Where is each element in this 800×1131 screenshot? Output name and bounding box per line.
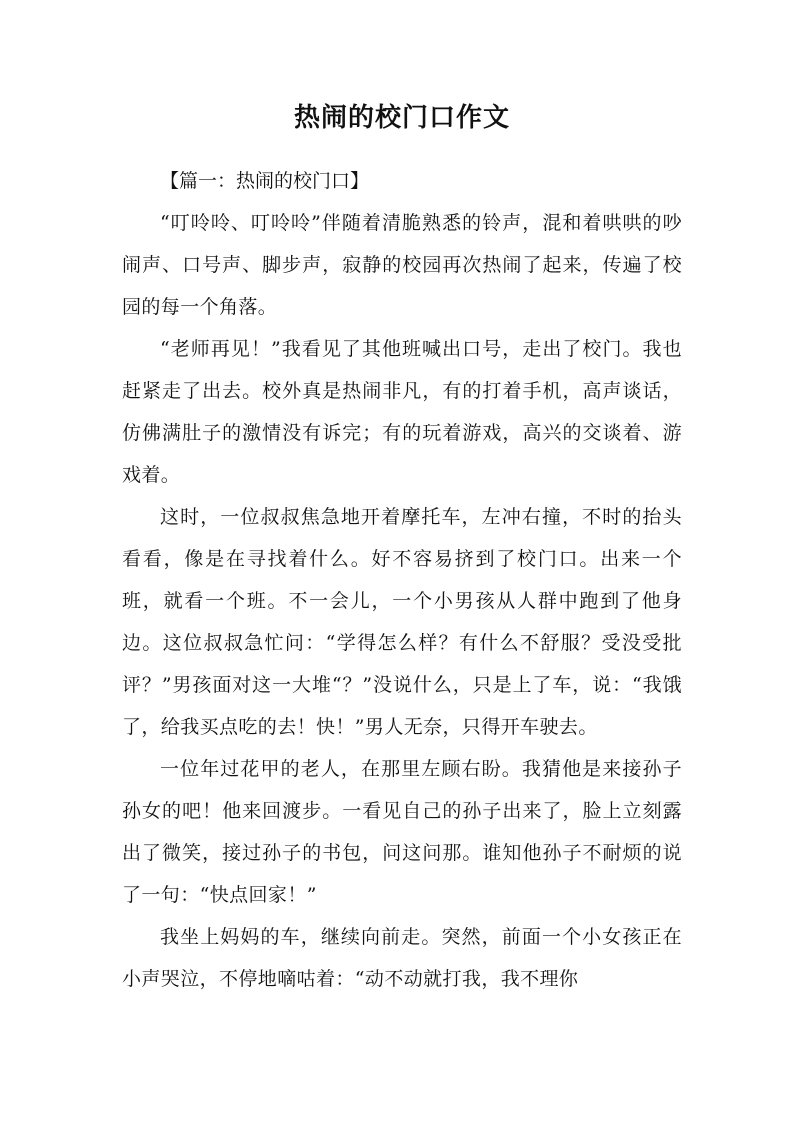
paragraph-3: 这时，一位叔叔焦急地开着摩托车，左冲右撞，不时的抬头看看，像是在寻找着什么。好不容易挤到了校门口。出来一个班，就看一个班。不一会儿，一个小男孩从人群中跑到了他身边。这位叔叔急忙问：“学得怎么样？有什么不舒服？受没受批评？”男孩面对这一大堆“？”没说什么，只是上了车，说：“我饿了，给我买点吃的去！快！”男人无奈，只得开车驶去。 <box>122 506 682 738</box>
paragraph-1: “叮呤呤、叮呤呤”伴随着清脆熟悉的铃声，混和着哄哄的吵闹声、口号声、脚步声，寂静的校园再次热闹了起来，传遍了校园的每一个角落。 <box>122 212 682 318</box>
paragraph-5: 我坐上妈妈的车，继续向前走。突然，前面一个小女孩正在小声哭泣，不停地嘀咕着：“动不动就打我，我不理你 <box>122 926 682 990</box>
document-title: 热闹的校门口作文 <box>293 103 510 133</box>
paragraph-4: 一位年过花甲的老人，在那里左顾右盼。我猜他是来接孙子孙女的吧！他来回渡步。一看见自己的孙子出来了，脸上立刻露出了微笑，接过孙子的书包，问这问那。谁知他孙子不耐烦的说了一句：“快点回家！” <box>122 758 682 906</box>
section-heading: 【篇一：热闹的校门口】 <box>160 170 370 192</box>
paragraph-2: “老师再见！”我看见了其他班喊出口号，走出了校门。我也赶紧走了出去。校外真是热闹非凡，有的打着手机，高声谈话，仿佛满肚子的激情没有诉完；有的玩着游戏，高兴的交谈着、游戏着。 <box>122 338 682 486</box>
